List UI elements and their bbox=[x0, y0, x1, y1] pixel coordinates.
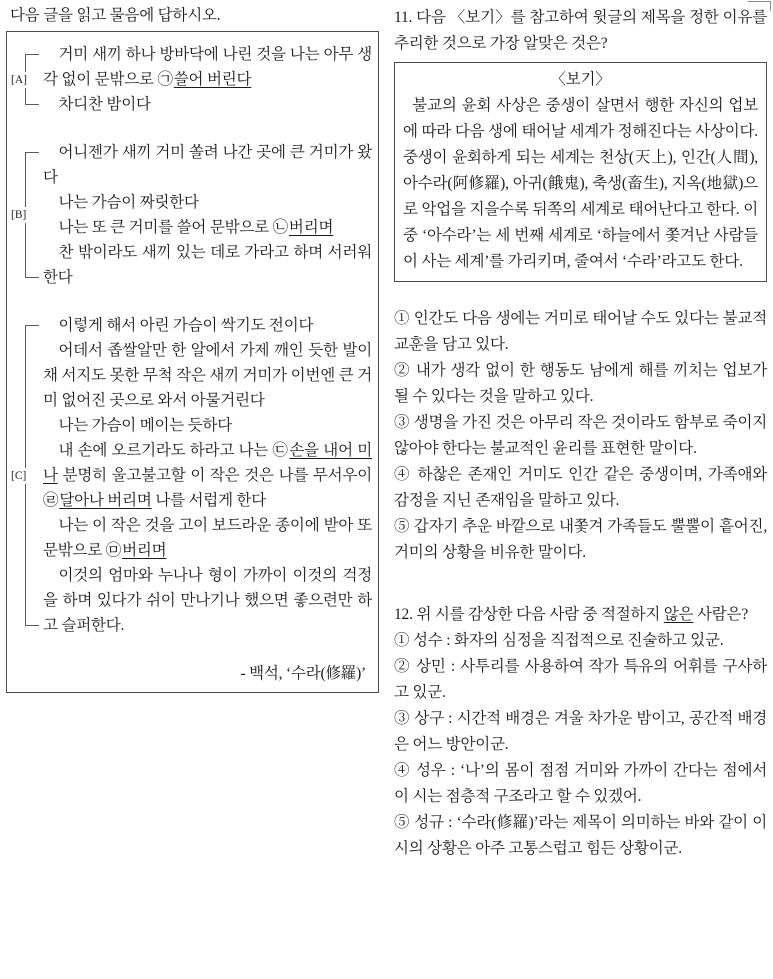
text-segment: 어데서 좁쌀알만 한 알에서 가제 깨인 듯한 발이 채 서지도 못한 무척 작은 새끼 거미가 이번엔 큰 거미 없어진 곳으로 와서 아물거린다 bbox=[43, 342, 372, 409]
passage-instruction: 다음 글을 읽고 물음에 답하시오. bbox=[10, 7, 221, 24]
question-11 bbox=[394, 5, 767, 566]
scan-edge-artifact bbox=[748, 1, 771, 11]
question-12-options bbox=[394, 628, 767, 862]
text-segment: 사람은? bbox=[693, 606, 749, 623]
poem-verse bbox=[43, 240, 372, 290]
poem-verse bbox=[43, 42, 372, 92]
bracket-gutter bbox=[9, 42, 43, 117]
poem-attribution: - 백석, ‘수라(修羅)’ bbox=[240, 665, 366, 682]
bracket-gutter bbox=[9, 313, 43, 638]
text-segment: 이렇게 해서 아린 가슴이 싹기도 전이다 bbox=[58, 317, 314, 334]
poem-verses bbox=[43, 42, 372, 117]
poem-box bbox=[6, 31, 379, 693]
underlined-text: 달아나 버리며 bbox=[59, 492, 152, 509]
bogi-body: 불교의 윤회 사상은 중생이 살면서 행한 자신의 업보에 따라 다음 생에 태어날 세계가 정해진다는 사상이다. 중생이 윤회하게 되는 세계는 천상(天上), 인간(人間), 아수라(阿修羅), 아귀(餓鬼), 축생(畜生), 지옥(地獄)으로 악업을 지을수록 뒤쪽의 세계로 태어난다고 한다. 이 중 ‘아수라’는 세 번째 세계로 ‘하늘에서 쫓겨난 사람들이 사는 세계’를 가리키며, 줄여서 ‘수라’라고도 한다. bbox=[403, 97, 758, 270]
underlined-text: 버리며 bbox=[122, 542, 167, 559]
bracket-gutter bbox=[9, 140, 43, 290]
group-label-a: [A] bbox=[11, 73, 27, 86]
text-segment: 거미 새끼 하나 방바닥에 나린 것을 나는 아무 생각 없이 문밖으로 bbox=[43, 46, 372, 88]
text-segment: 찬 밖이라도 새끼 있는 데로 가라고 하며 서러워한다 bbox=[43, 244, 372, 286]
poem-verse bbox=[43, 215, 372, 240]
underlined-text: 쓸어 버린다 bbox=[173, 71, 252, 88]
bogi-box bbox=[394, 62, 767, 282]
poem-verse bbox=[43, 413, 372, 438]
text-segment: 어니젠가 새끼 거미 쏠려 나간 곳에 큰 거미가 왔다 bbox=[43, 144, 372, 186]
answer-option: ② 내가 생각 없이 한 행동도 남에게 해를 끼치는 업보가 될 수 있다는 것을 말하고 있다. bbox=[394, 362, 767, 405]
circled-marker: ㉡ bbox=[272, 219, 288, 236]
question-12 bbox=[394, 602, 767, 862]
poem-verse bbox=[43, 513, 372, 563]
underlined-text: 않은 bbox=[663, 606, 694, 623]
answer-option: ① 인간도 다음 생에는 거미로 태어날 수도 있다는 불교적 교훈을 담고 있다. bbox=[394, 310, 767, 353]
text-segment: 나는 이 작은 것을 고이 보드라운 종이에 받아 또 문밖으로 bbox=[43, 517, 372, 559]
group-label-b: [B] bbox=[11, 209, 27, 221]
questions-column bbox=[394, 5, 767, 979]
circled-marker: ㉤ bbox=[105, 542, 122, 559]
answer-option: ④ 하찮은 존재인 거미도 인간 같은 중생이며, 가족애와 감정을 지닌 존재임을 말하고 있다. bbox=[394, 466, 767, 509]
answer-option: ② 상민 : 사투리를 사용하여 작가 특유의 어휘를 구사하고 있군. bbox=[394, 658, 767, 701]
passage-column bbox=[6, 5, 379, 979]
circled-marker: ㉢ bbox=[272, 442, 289, 459]
group-label-c: [C] bbox=[11, 469, 27, 482]
question-11-options bbox=[394, 306, 767, 566]
answer-option: ① 성수 : 화자의 심정을 직접적으로 진술하고 있군. bbox=[394, 632, 724, 649]
text-segment: 내 손에 오르기라도 하라고 나는 bbox=[58, 442, 273, 459]
answer-option: ③ 생명을 가진 것은 아무리 작은 것이라도 함부로 죽이지 않아야 한다는 불교적인 윤리를 표현한 말이다. bbox=[394, 414, 767, 457]
poem-verse bbox=[43, 190, 372, 215]
poem-verse bbox=[43, 338, 372, 413]
text-segment: 나는 또 큰 거미를 쓸어 문밖으로 bbox=[58, 219, 273, 236]
text-segment: 나는 가슴이 메이는 듯하다 bbox=[58, 417, 233, 434]
question-11-stem: 11. 다음 〈보기〉를 참고하여 윗글의 제목을 정한 이유를 추리한 것으로 가장 알맞은 것은? bbox=[394, 9, 767, 52]
answer-option: ④ 성우 : ‘나’의 몸이 점점 거미와 가까이 간다는 점에서 이 시는 점층적 구조라고 할 수 있겠어. bbox=[394, 762, 767, 805]
question-12-stem bbox=[394, 602, 767, 628]
text-segment: 차디찬 밤이다 bbox=[58, 96, 151, 113]
poem-group-b bbox=[9, 140, 372, 290]
poem-verse bbox=[43, 313, 372, 338]
underlined-text: 손을 내어 미나 bbox=[43, 442, 372, 484]
bogi-title: 〈보기〉 bbox=[550, 71, 611, 88]
poem-verse bbox=[43, 438, 372, 513]
answer-option: ⑤ 성규 : ‘수라(修羅)’라는 제목이 의미하는 바와 같이 이 시의 상황은 아주 고통스럽고 힘든 상황이군. bbox=[394, 814, 767, 857]
text-segment: 12. 위 시를 감상한 다음 사람 중 적절하지 bbox=[394, 606, 664, 623]
underlined-text: 버리며 bbox=[288, 219, 334, 236]
poem-group-a bbox=[9, 42, 372, 117]
text-segment: 나는 가슴이 짜릿한다 bbox=[58, 194, 199, 211]
poem-group-c bbox=[9, 313, 372, 638]
poem-verse bbox=[43, 92, 372, 117]
circled-marker: ㉠ bbox=[157, 71, 173, 88]
circled-marker: ㉣ bbox=[43, 492, 59, 509]
answer-option: ③ 상구 : 시간적 배경은 겨울 차가운 밤이고, 공간적 배경은 어느 방안이군. bbox=[394, 710, 767, 753]
poem-verses bbox=[43, 313, 372, 638]
text-segment: 이것의 엄마와 누나나 형이 가까이 이것의 걱정을 하며 있다가 쉬이 만나기나 했으면 좋으련만 하고 슬퍼한다. bbox=[43, 567, 372, 634]
poem-verse bbox=[43, 140, 372, 190]
poem-verse bbox=[43, 563, 372, 638]
text-segment: 분명히 울고불고할 이 작은 것은 나를 무서우이 bbox=[57, 467, 372, 484]
text-segment: 나를 서럽게 한다 bbox=[151, 492, 267, 509]
answer-option: ⑤ 갑자기 추운 바깥으로 내쫓겨 가족들도 뿔뿔이 흩어진, 거미의 상황을 비유한 말이다. bbox=[394, 518, 767, 561]
poem-verses bbox=[43, 140, 372, 290]
